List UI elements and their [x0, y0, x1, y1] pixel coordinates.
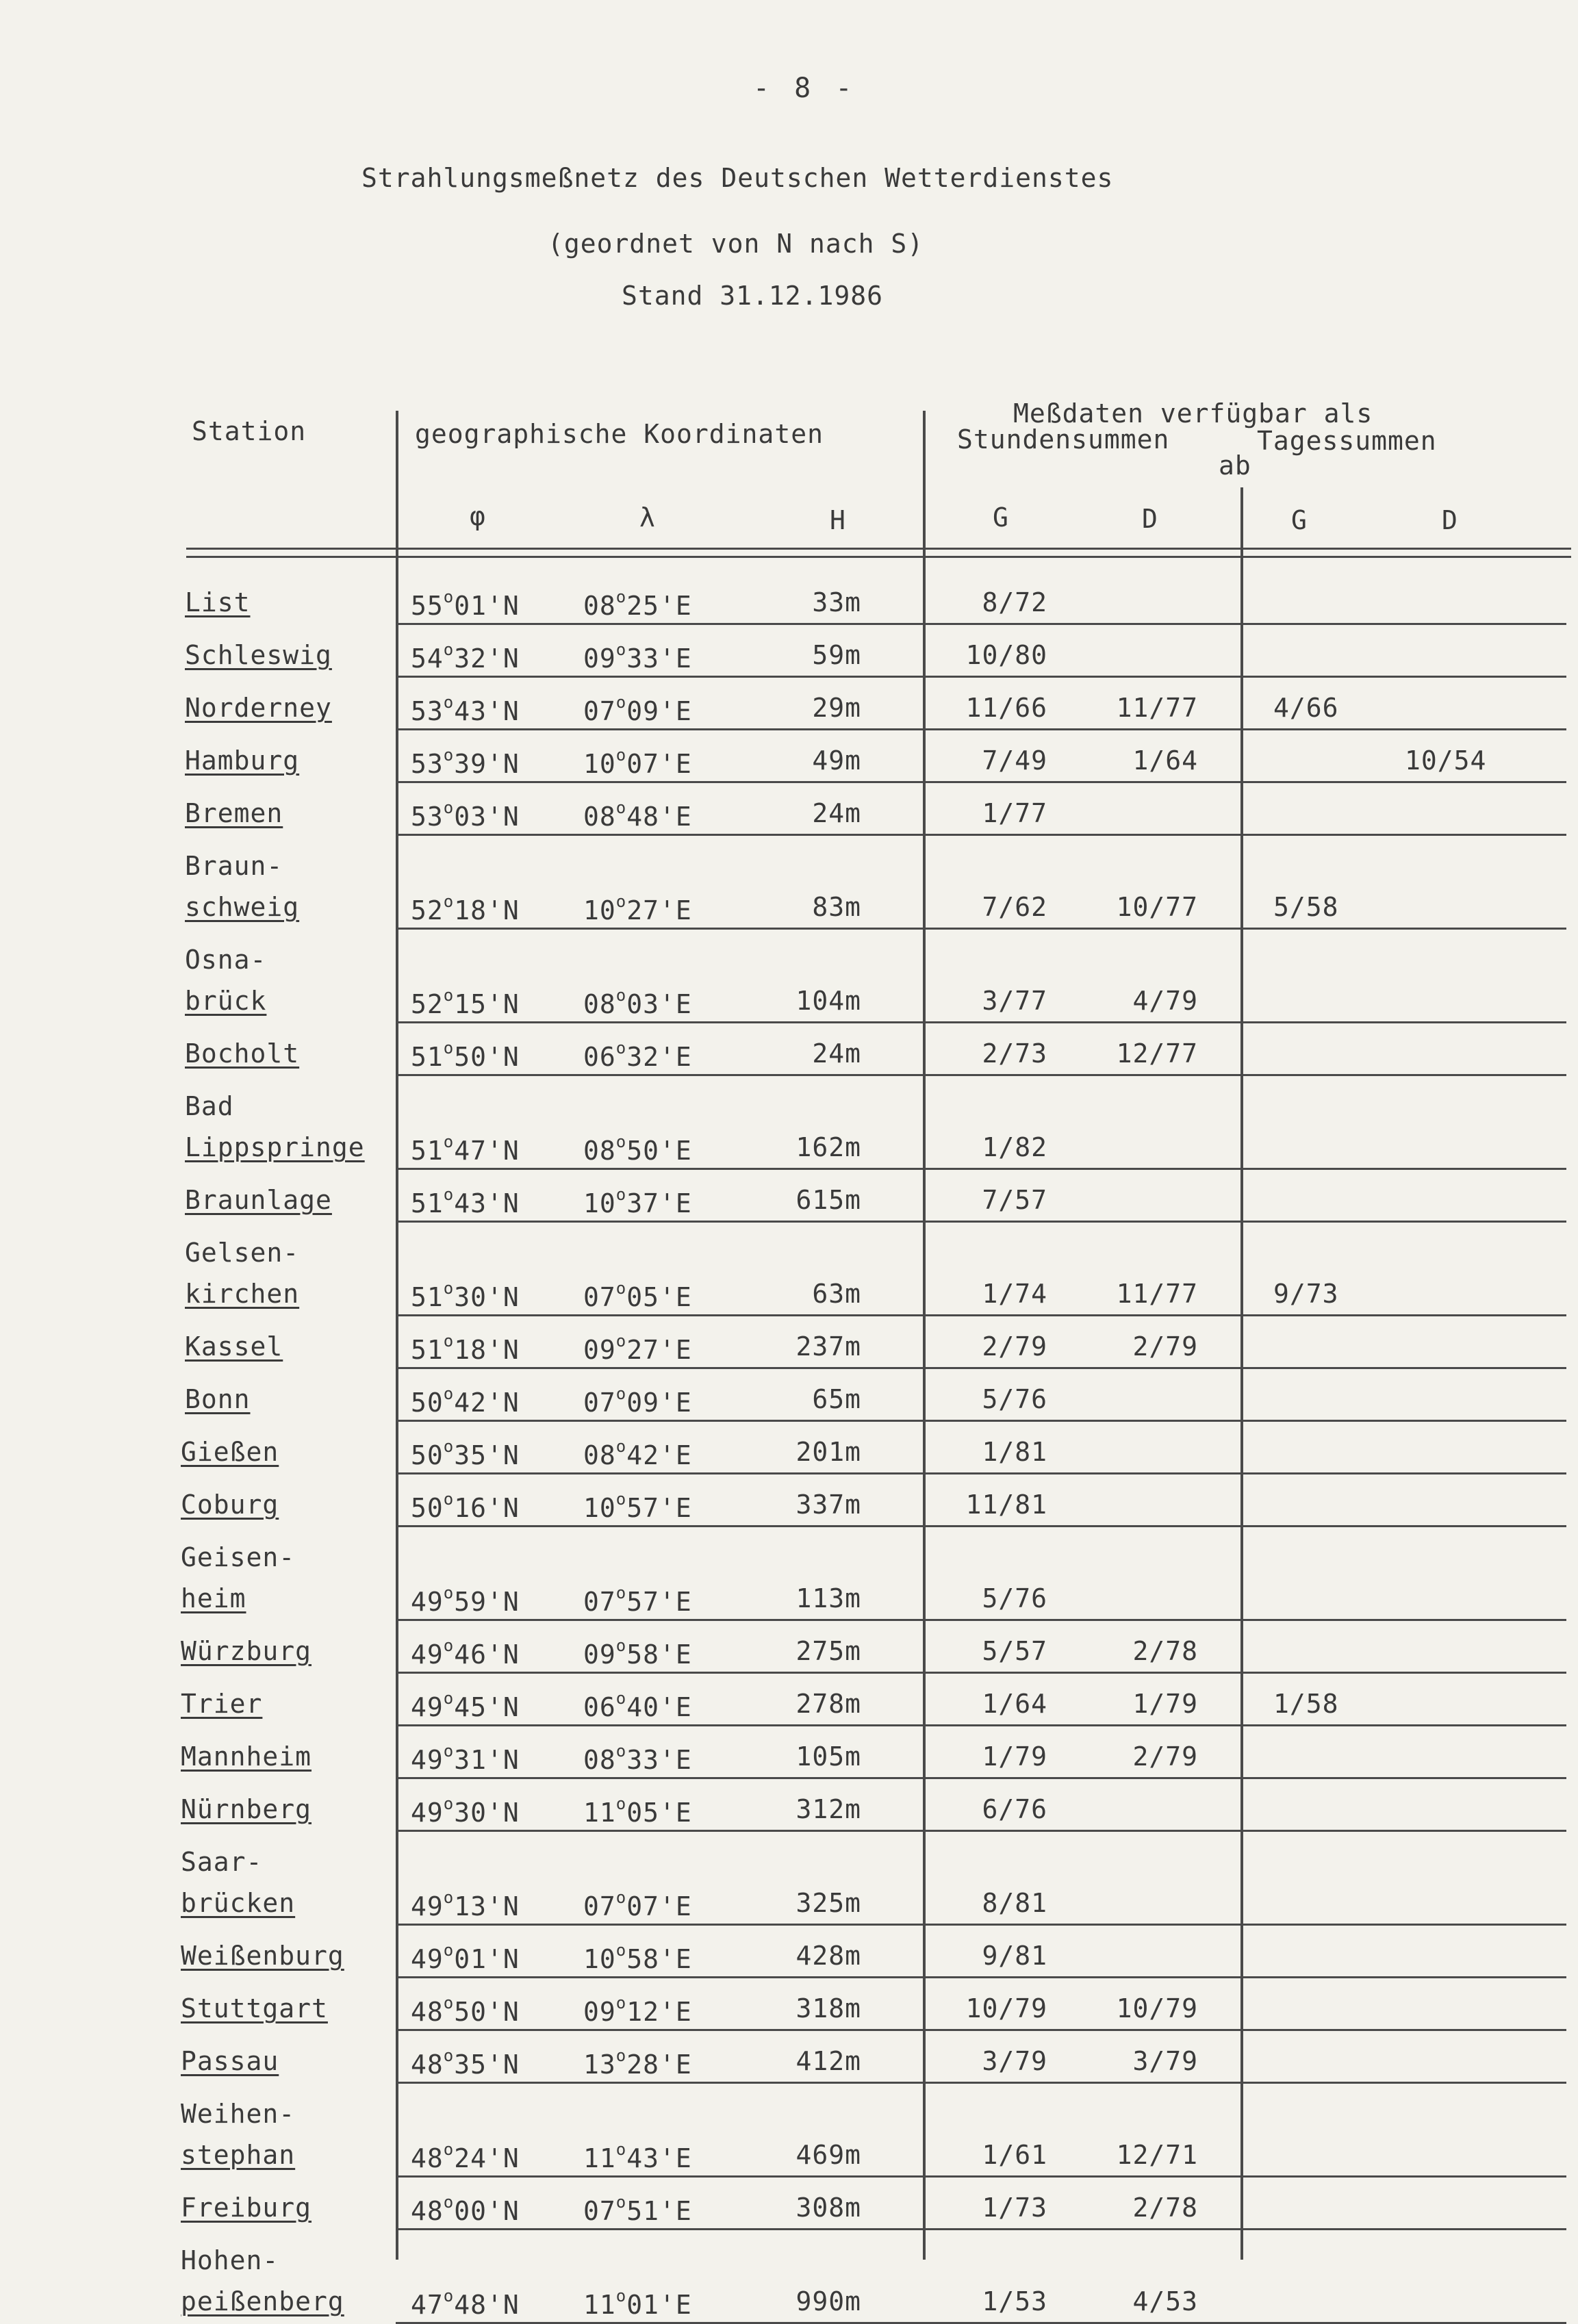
document-subtitle: (geordnet von N nach S) [548, 229, 924, 259]
hourly-d: 11/77 [1116, 693, 1198, 723]
hourly-g: 6/76 [982, 1794, 1047, 1824]
longitude: 07$^o$51'E [583, 2193, 692, 2226]
hourly-g: 1/82 [982, 1132, 1047, 1162]
height: 49m [812, 745, 861, 776]
longitude: 07$^o$09'E [583, 693, 692, 726]
hourly-d: 12/77 [1116, 1038, 1198, 1069]
header-rule-top [186, 548, 1571, 550]
daily-g: 1/58 [1273, 1689, 1339, 1719]
hourly-g: 1/81 [982, 1437, 1047, 1467]
latitude: 53$^o$39'N [411, 745, 520, 779]
hourly-g: 1/74 [982, 1279, 1047, 1309]
row-rule [396, 1724, 1566, 1726]
height: 312m [796, 1794, 861, 1824]
row-rule [396, 2082, 1566, 2084]
latitude: 50$^o$35'N [411, 1437, 520, 1470]
row-rule [396, 2228, 1566, 2230]
row-rule [396, 2175, 1566, 2178]
longitude: 08$^o$03'E [583, 986, 692, 1019]
row-rule [396, 1420, 1566, 1422]
row-rule [396, 1777, 1566, 1779]
station-name: Bocholt [185, 1038, 300, 1069]
station-name: Schleswig [185, 640, 332, 670]
latitude: 49$^o$46'N [411, 1636, 520, 1670]
height: 318m [796, 1993, 861, 2023]
row-rule [396, 623, 1566, 625]
longitude: 06$^o$40'E [583, 1689, 692, 1722]
hourly-d: 1/64 [1132, 745, 1198, 776]
row-rule [396, 1168, 1566, 1170]
station-name: Braunlage [185, 1185, 332, 1215]
longitude: 08$^o$25'E [583, 587, 692, 621]
longitude: 08$^o$48'E [583, 798, 692, 832]
latitude: 51$^o$30'N [411, 1279, 520, 1312]
station-name: Freiburg [181, 2193, 312, 2223]
latitude: 50$^o$42'N [411, 1384, 520, 1418]
station-name: List [185, 587, 251, 617]
height: 24m [812, 798, 861, 828]
height: 65m [812, 1384, 861, 1414]
height: 29m [812, 693, 861, 723]
hourly-d: 10/79 [1116, 1993, 1198, 2023]
latitude: 51$^o$50'N [411, 1038, 520, 1072]
station-name: Geisen- [181, 1542, 296, 1572]
station-name: Hohen- [181, 2245, 279, 2275]
hourly-g: 8/81 [982, 1888, 1047, 1918]
header-hourly-sums: Stundensummen [957, 424, 1170, 455]
hourly-g: 11/81 [965, 1490, 1047, 1520]
hourly-g: 10/79 [965, 1993, 1047, 2023]
hourly-g: 1/77 [982, 798, 1047, 828]
station-name: schweig [185, 892, 300, 922]
longitude: 10$^o$27'E [583, 892, 692, 925]
station-name: Mannheim [181, 1741, 312, 1772]
height: 308m [796, 2193, 861, 2223]
column-divider-coordinates [923, 411, 926, 2260]
daily-g: 4/66 [1273, 693, 1339, 723]
header-measure-data: Meßdaten verfügbar als [1013, 398, 1373, 429]
height: 24m [812, 1038, 861, 1069]
station-name: Nürnberg [181, 1794, 312, 1824]
height: 337m [796, 1490, 861, 1520]
height: 469m [796, 2140, 861, 2170]
row-rule [396, 781, 1566, 783]
row-rule [396, 1472, 1566, 1474]
header-coordinates: geographische Koordinaten [415, 419, 824, 449]
longitude: 07$^o$05'E [583, 1279, 692, 1312]
hourly-g: 5/57 [982, 1636, 1047, 1666]
header-lambda: λ [639, 502, 656, 533]
latitude: 51$^o$43'N [411, 1185, 520, 1218]
latitude: 49$^o$13'N [411, 1888, 520, 1921]
station-name: kirchen [185, 1279, 300, 1309]
header-station: Station [192, 416, 307, 446]
station-name: Lippspringe [185, 1132, 365, 1162]
hourly-d: 2/78 [1132, 2193, 1198, 2223]
station-name: Bremen [185, 798, 283, 828]
hourly-g: 2/73 [982, 1038, 1047, 1069]
header-rule-bottom [186, 556, 1571, 558]
hourly-g: 1/53 [982, 2286, 1047, 2316]
row-rule [396, 834, 1566, 836]
header-ab: ab [1219, 450, 1251, 481]
latitude: 54$^o$32'N [411, 640, 520, 674]
latitude: 49$^o$45'N [411, 1689, 520, 1722]
height: 412m [796, 2046, 861, 2076]
latitude: 52$^o$15'N [411, 986, 520, 1019]
hourly-d: 2/79 [1132, 1331, 1198, 1362]
row-rule [396, 728, 1566, 730]
row-rule [396, 1619, 1566, 1621]
station-name: Weißenburg [181, 1941, 344, 1971]
daily-d: 10/54 [1405, 745, 1487, 776]
station-name: Braun- [185, 851, 283, 881]
height: 104m [796, 986, 861, 1016]
station-name: Weihen- [181, 2099, 296, 2129]
longitude: 11$^o$05'E [583, 1794, 692, 1828]
document-date: Stand 31.12.1986 [622, 281, 884, 311]
column-divider-station [396, 411, 398, 2260]
latitude: 49$^o$59'N [411, 1583, 520, 1617]
height: 237m [796, 1331, 861, 1362]
height: 325m [796, 1888, 861, 1918]
hourly-g: 1/61 [982, 2140, 1047, 2170]
header-h: H [830, 505, 846, 535]
station-name: Osna- [185, 945, 267, 975]
hourly-g: 5/76 [982, 1384, 1047, 1414]
hourly-g: 10/80 [965, 640, 1047, 670]
longitude: 13$^o$28'E [583, 2046, 692, 2080]
longitude: 10$^o$37'E [583, 1185, 692, 1218]
height: 63m [812, 1279, 861, 1309]
longitude: 11$^o$43'E [583, 2140, 692, 2173]
station-name: Gießen [181, 1437, 279, 1467]
row-rule [396, 1314, 1566, 1316]
latitude: 47$^o$48'N [411, 2286, 520, 2320]
station-name: brücken [181, 1888, 296, 1918]
station-name: Coburg [181, 1490, 279, 1520]
station-name: heim [181, 1583, 246, 1613]
header-d-hourly: D [1142, 504, 1158, 534]
longitude: 09$^o$27'E [583, 1331, 692, 1365]
latitude: 51$^o$18'N [411, 1331, 520, 1365]
row-rule [396, 1830, 1566, 1832]
hourly-d: 4/79 [1132, 986, 1198, 1016]
daily-g: 5/58 [1273, 892, 1339, 922]
latitude: 55$^o$01'N [411, 587, 520, 621]
height: 162m [796, 1132, 861, 1162]
height: 615m [796, 1185, 861, 1215]
row-rule [396, 2029, 1566, 2031]
header-g-hourly: G [993, 502, 1009, 533]
longitude: 08$^o$42'E [583, 1437, 692, 1470]
hourly-g: 5/76 [982, 1583, 1047, 1613]
latitude: 48$^o$00'N [411, 2193, 520, 2226]
row-rule [396, 1074, 1566, 1076]
height: 105m [796, 1741, 861, 1772]
station-name: stephan [181, 2140, 296, 2170]
header-g-daily: G [1291, 505, 1308, 535]
hourly-g: 1/64 [982, 1689, 1047, 1719]
height: 59m [812, 640, 861, 670]
latitude: 52$^o$18'N [411, 892, 520, 925]
longitude: 10$^o$07'E [583, 745, 692, 779]
hourly-d: 3/79 [1132, 2046, 1198, 2076]
header-d-daily: D [1442, 505, 1458, 535]
station-name: Bonn [185, 1384, 251, 1414]
latitude: 53$^o$03'N [411, 798, 520, 832]
row-rule [396, 1367, 1566, 1369]
document-title: Strahlungsmeßnetz des Deutschen Wetterdienstes [361, 163, 1114, 193]
header-daily-sums: Tagessummen [1257, 426, 1437, 456]
height: 278m [796, 1689, 861, 1719]
latitude: 50$^o$16'N [411, 1490, 520, 1523]
hourly-d: 4/53 [1132, 2286, 1198, 2316]
row-rule [396, 1976, 1566, 1978]
latitude: 53$^o$43'N [411, 693, 520, 726]
longitude: 06$^o$32'E [583, 1038, 692, 1072]
page-number: - 8 - [753, 73, 856, 104]
height: 83m [812, 892, 861, 922]
longitude: 10$^o$58'E [583, 1941, 692, 1974]
station-name: Gelsen- [185, 1238, 300, 1268]
hourly-g: 1/73 [982, 2193, 1047, 2223]
latitude: 49$^o$31'N [411, 1741, 520, 1775]
hourly-g: 7/62 [982, 892, 1047, 922]
height: 428m [796, 1941, 861, 1971]
height: 275m [796, 1636, 861, 1666]
latitude: 48$^o$50'N [411, 1993, 520, 2027]
latitude: 49$^o$30'N [411, 1794, 520, 1828]
hourly-g: 7/49 [982, 745, 1047, 776]
hourly-d: 2/79 [1132, 1741, 1198, 1772]
longitude: 10$^o$57'E [583, 1490, 692, 1523]
row-rule [396, 1221, 1566, 1223]
station-name: Norderney [185, 693, 332, 723]
row-rule [396, 1672, 1566, 1674]
hourly-g: 3/77 [982, 986, 1047, 1016]
height: 113m [796, 1583, 861, 1613]
hourly-d: 1/79 [1132, 1689, 1198, 1719]
station-name: Stuttgart [181, 1993, 328, 2023]
height: 201m [796, 1437, 861, 1467]
longitude: 09$^o$33'E [583, 640, 692, 674]
header-phi: φ [470, 501, 486, 531]
latitude: 48$^o$35'N [411, 2046, 520, 2080]
row-rule [396, 1924, 1566, 1926]
station-name: brück [185, 986, 267, 1016]
longitude: 07$^o$09'E [583, 1384, 692, 1418]
hourly-g: 1/79 [982, 1741, 1047, 1772]
station-name: Würzburg [181, 1636, 312, 1666]
hourly-d: 11/77 [1116, 1279, 1198, 1309]
station-name: Kassel [185, 1331, 283, 1362]
column-divider-daily [1240, 487, 1243, 2260]
hourly-g: 2/79 [982, 1331, 1047, 1362]
row-rule [396, 676, 1566, 678]
longitude: 09$^o$58'E [583, 1636, 692, 1670]
longitude: 07$^o$57'E [583, 1583, 692, 1617]
hourly-g: 9/81 [982, 1941, 1047, 1971]
hourly-d: 2/78 [1132, 1636, 1198, 1666]
hourly-g: 3/79 [982, 2046, 1047, 2076]
latitude: 48$^o$24'N [411, 2140, 520, 2173]
daily-g: 9/73 [1273, 1279, 1339, 1309]
hourly-d: 12/71 [1116, 2140, 1198, 2170]
hourly-g: 7/57 [982, 1185, 1047, 1215]
row-rule [396, 1525, 1566, 1527]
row-rule [396, 1021, 1566, 1023]
latitude: 51$^o$47'N [411, 1132, 520, 1166]
row-rule [396, 928, 1566, 930]
longitude: 11$^o$01'E [583, 2286, 692, 2320]
hourly-g: 11/66 [965, 693, 1047, 723]
hourly-g: 8/72 [982, 587, 1047, 617]
longitude: 07$^o$07'E [583, 1888, 692, 1921]
station-name: peißenberg [181, 2286, 344, 2316]
station-name: Trier [181, 1689, 263, 1719]
longitude: 08$^o$50'E [583, 1132, 692, 1166]
height: 33m [812, 587, 861, 617]
longitude: 08$^o$33'E [583, 1741, 692, 1775]
longitude: 09$^o$12'E [583, 1993, 692, 2027]
station-name: Passau [181, 2046, 279, 2076]
latitude: 49$^o$01'N [411, 1941, 520, 1974]
station-name: Saar- [181, 1847, 263, 1877]
height: 990m [796, 2286, 861, 2316]
station-name: Hamburg [185, 745, 300, 776]
hourly-d: 10/77 [1116, 892, 1198, 922]
station-name: Bad [185, 1091, 234, 1121]
